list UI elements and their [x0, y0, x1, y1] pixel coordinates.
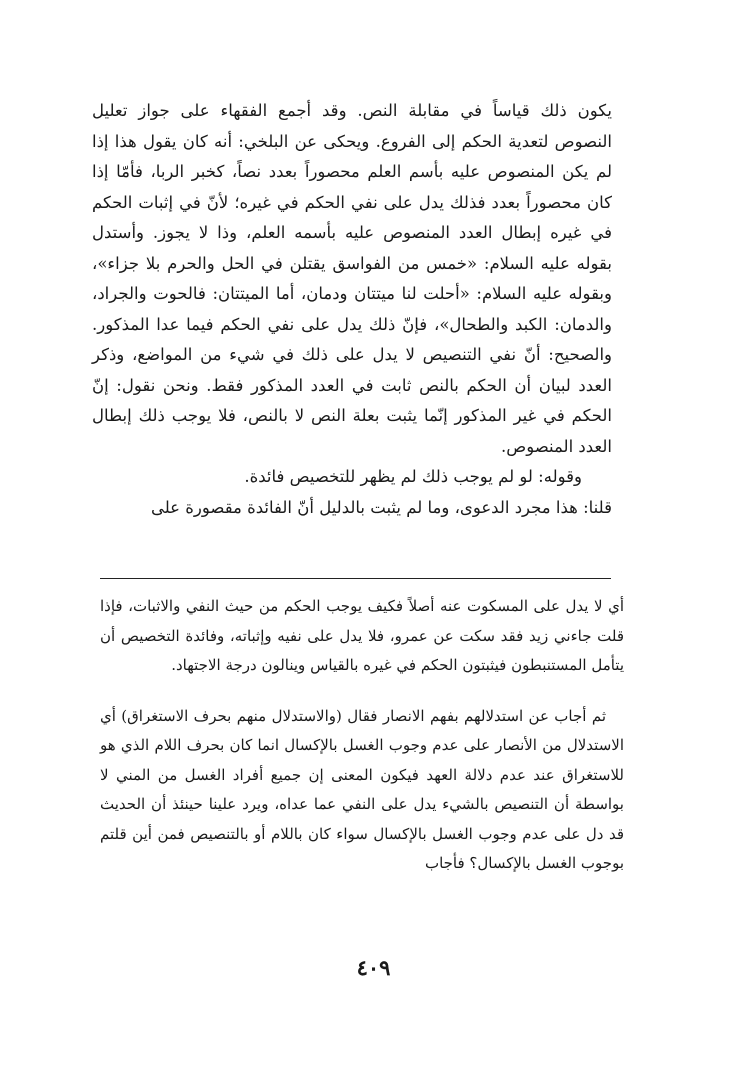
- main-paragraph-2: وقوله: لو لم يوجب ذلك لم يظهر للتخصيص فائدة.: [244, 467, 582, 486]
- footnote-paragraph-1: أي لا يدل على المسكوت عنه أصلاً فكيف يوجب الحكم من حيث النفي والاثبات، فإذا قلت جاءني زيد فقد سكت عن عمرو، فلا يدل على نفيه وإثباته، وفائدة التخصيص أن يتأمل المستنبطون فيثبتون الحكم في غيره بالقياس وينالون درجة الاجتهاد.: [100, 597, 624, 674]
- footnotes: [100, 592, 624, 879]
- page-number: ٤٠٩: [356, 955, 391, 980]
- main-text: [92, 96, 612, 523]
- footnote-divider: [100, 578, 611, 579]
- main-paragraph-1: يكون ذلك قياساً في مقابلة النص. وقد أجمع الفقهاء على جواز تعليل النصوص لتعدية الحكم إلى الفروع. ويحكى عن البلخي: أنه كان يقول هذا إذا لم يكن المنصوص عليه بأسم العلم محصوراً بعدد نصاً، كخبر الربا، فأمّا إذا كان محصوراً بعدد فذلك يدل على نفي الحكم في غيره؛ لأنّ في إثبات الحكم في غيره إبطال العدد المنصوص عليه بأسمه العلم، وذا لا يجوز. وأستدل بقوله عليه السلام: «خمس من الفواسق يقتلن في الحل والحرم بلا جزاء»، وبقوله عليه السلام: «أحلت لنا ميتتان ودمان، أما الميتتان: فالحوت والجراد، والدمان: الكبد والطحال»، فإنّ ذلك يدل على نفي الحكم فيما عدا المذكور. والصحيح: أنّ نفي التنصيص لا يدل على ذلك في شيء من المواضع، وذكر العدد لبيان أن الحكم بالنص ثابت في العدد المذكور فقط. ونحن نقول: إنّ الحكم في غير المذكور إنّما يثبت بعلة النص لا بالنص، فلا يوجب ذلك إبطال العدد المنصوص.: [92, 101, 612, 456]
- footnote-paragraph-2: ثم أجاب عن استدلالهم بفهم الانصار فقال (والاستدلال منهم بحرف الاستغراق) أي الاستدلال من الأنصار على عدم وجوب الغسل بالإكسال انما كان بحرف اللام الذي هو للاستغراق عند عدم دلالة العهد فيكون المعنى إن جميع أفراد الغسل من المني لا بواسطة أن التنصيص بالشيء يدل على النفي عما عداه، ويرد علينا حينئذ أن الحديث قد دل على عدم وجوب الغسل بالإكسال سواء كان باللام أو بالتنصيص فمن أين قلتم بوجوب الغسل بالإكسال؟ فأجاب: [100, 706, 625, 872]
- main-paragraph-3: قلنا: هذا مجرد الدعوى، وما لم يثبت بالدليل أنّ الفائدة مقصورة على: [150, 497, 612, 517]
